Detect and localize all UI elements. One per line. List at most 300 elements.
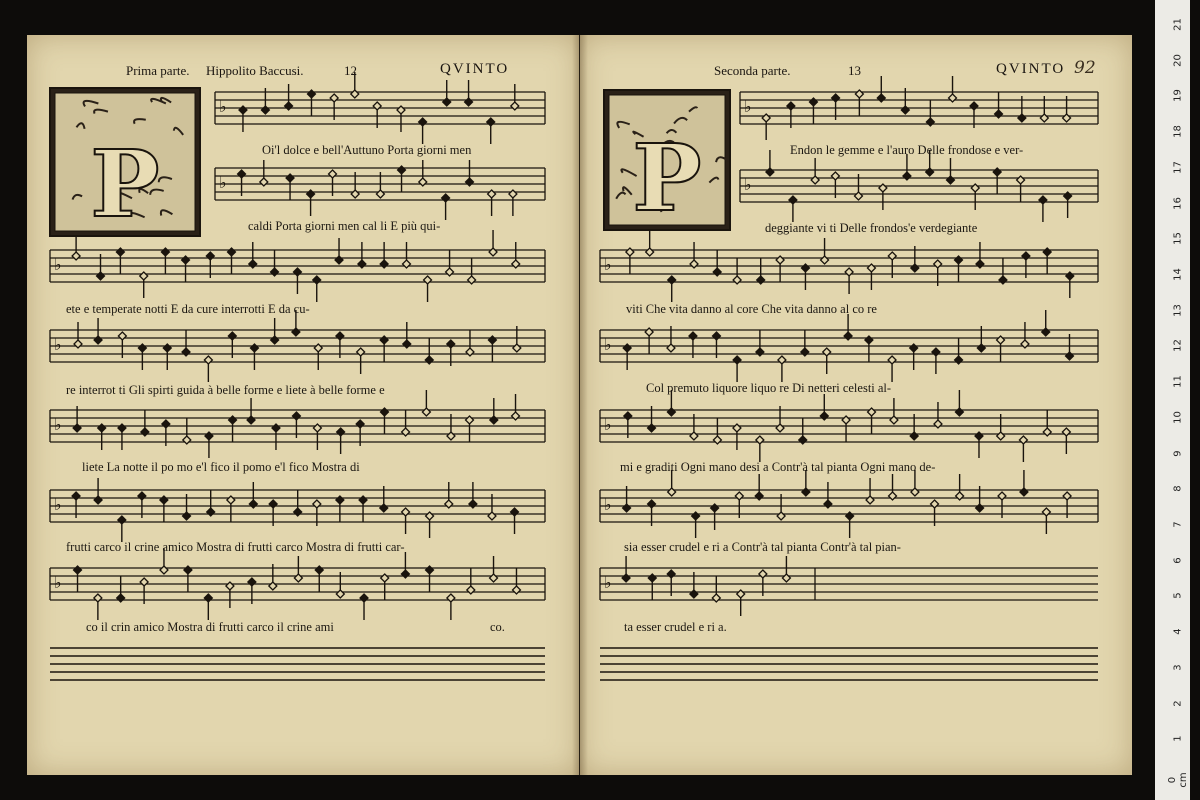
- note-head: [646, 248, 654, 256]
- note-head: [1043, 428, 1051, 436]
- ruler-label: 14: [1172, 268, 1184, 281]
- note-head: [956, 492, 964, 500]
- right-page-number: 13: [848, 63, 861, 78]
- note-head: [648, 500, 656, 508]
- note-head: [138, 492, 146, 500]
- note-head: [469, 500, 477, 508]
- ruler-label: 6: [1172, 557, 1184, 564]
- note-head: [402, 508, 410, 516]
- ruler-label: 1: [1172, 735, 1184, 742]
- note-head: [118, 424, 126, 432]
- note-head: [824, 500, 832, 508]
- note-head: [206, 252, 214, 260]
- note-head: [442, 194, 450, 202]
- note-head: [712, 332, 720, 340]
- note-head: [995, 110, 1003, 118]
- music-staff-r5: [600, 390, 1098, 462]
- note-head: [645, 328, 653, 336]
- music-staff-l1: [215, 72, 545, 144]
- right-initial-letter: P: [632, 124, 702, 232]
- note-head: [398, 166, 406, 174]
- note-head: [1039, 196, 1047, 204]
- note-head: [667, 570, 675, 578]
- note-head: [890, 416, 898, 424]
- note-head: [971, 184, 979, 192]
- music-staff-r4: [600, 310, 1098, 382]
- left-section-label: Prima parte.: [126, 63, 190, 78]
- note-head: [778, 356, 786, 364]
- note-head: [1066, 272, 1074, 280]
- note-head: [74, 566, 82, 574]
- flat-key-signature: ♭: [744, 97, 752, 116]
- note-head: [1062, 428, 1070, 436]
- note-head: [359, 496, 367, 504]
- note-head: [315, 566, 323, 574]
- note-head: [934, 260, 942, 268]
- note-head: [623, 504, 631, 512]
- note-head: [1042, 328, 1050, 336]
- note-head: [512, 586, 520, 594]
- note-head: [138, 344, 146, 352]
- note-head: [868, 408, 876, 416]
- note-head: [141, 428, 149, 436]
- note-head: [292, 328, 300, 336]
- note-head: [854, 192, 862, 200]
- note-head: [667, 408, 675, 416]
- note-head: [424, 276, 432, 284]
- ruler-label: 0 cm: [1167, 772, 1189, 788]
- note-head: [228, 332, 236, 340]
- note-head: [335, 256, 343, 264]
- right-lyric-line-2: deggiante vi ti Delle frondos'e verdegiante: [765, 221, 978, 235]
- note-head: [307, 190, 315, 198]
- note-head: [184, 566, 192, 574]
- note-head: [977, 344, 985, 352]
- note-head: [668, 488, 676, 496]
- note-head: [690, 432, 698, 440]
- note-head: [831, 172, 839, 180]
- note-head: [809, 98, 817, 106]
- ruler-label: 4: [1172, 628, 1184, 635]
- flat-key-signature: ♭: [219, 97, 227, 116]
- note-head: [624, 412, 632, 420]
- note-head: [422, 408, 430, 416]
- note-head: [96, 272, 104, 280]
- flat-key-signature: ♭: [604, 495, 612, 514]
- note-head: [955, 356, 963, 364]
- note-head: [648, 424, 656, 432]
- note-head: [336, 496, 344, 504]
- music-staff-r3: [600, 230, 1098, 302]
- note-head: [117, 594, 125, 602]
- note-head: [759, 570, 767, 578]
- left-initial-letter: P: [90, 130, 160, 238]
- ruler-label: 13: [1172, 303, 1184, 317]
- flat-key-signature: ♭: [54, 495, 62, 514]
- note-head: [269, 582, 277, 590]
- left-lyric-final: co.: [490, 620, 505, 634]
- note-head: [955, 408, 963, 416]
- right-lyric-line-4: Col premuto liquore liquo re Di netteri celesti al-: [646, 381, 892, 395]
- note-head: [1022, 252, 1030, 260]
- flat-key-signature: ♭: [744, 175, 752, 194]
- music-staff-l6: [50, 478, 545, 542]
- left-part-name: QVINTO: [440, 61, 510, 77]
- note-head: [250, 344, 258, 352]
- note-head: [140, 272, 148, 280]
- note-head: [226, 582, 234, 590]
- ruler-label: 15: [1172, 232, 1184, 246]
- ruler-label: 2: [1172, 699, 1184, 707]
- note-head: [733, 356, 741, 364]
- note-head: [466, 416, 474, 424]
- note-head: [690, 260, 698, 268]
- note-head: [931, 500, 939, 508]
- note-head: [713, 436, 721, 444]
- note-head: [993, 168, 1001, 176]
- note-head: [1063, 114, 1071, 122]
- note-head: [910, 344, 918, 352]
- note-head: [490, 574, 498, 582]
- note-head: [975, 432, 983, 440]
- note-head: [623, 344, 631, 352]
- note-head: [733, 276, 741, 284]
- note-head: [351, 190, 359, 198]
- note-head: [94, 496, 102, 504]
- note-head: [976, 260, 984, 268]
- note-head: [118, 332, 126, 340]
- ruler-label: 9: [1172, 449, 1184, 457]
- note-head: [823, 348, 831, 356]
- note-head: [1065, 352, 1073, 360]
- note-head: [98, 424, 106, 432]
- note-head: [1018, 114, 1026, 122]
- note-head: [204, 594, 212, 602]
- note-head: [711, 504, 719, 512]
- note-head: [1040, 114, 1048, 122]
- note-head: [182, 348, 190, 356]
- note-head: [756, 348, 764, 356]
- note-head: [801, 264, 809, 272]
- note-head: [294, 508, 302, 516]
- note-head: [403, 260, 411, 268]
- note-head: [911, 264, 919, 272]
- note-head: [877, 94, 885, 102]
- right-lyric-line-1: Endon le gemme e l'auro Delle frondose e ver-: [790, 143, 1024, 157]
- note-head: [820, 412, 828, 420]
- note-head: [419, 178, 427, 186]
- note-head: [811, 176, 819, 184]
- note-head: [447, 432, 455, 440]
- note-head: [72, 252, 80, 260]
- note-head: [777, 512, 785, 520]
- note-head: [511, 508, 519, 516]
- note-head: [976, 504, 984, 512]
- ruler-label: 21: [1172, 18, 1184, 31]
- note-head: [866, 496, 874, 504]
- note-head: [74, 340, 82, 348]
- note-head: [512, 412, 520, 420]
- flat-key-signature: ♭: [219, 173, 227, 192]
- note-head: [380, 260, 388, 268]
- note-head: [358, 260, 366, 268]
- ruler-label: 20: [1172, 53, 1184, 67]
- note-head: [488, 512, 496, 520]
- note-head: [997, 432, 1005, 440]
- note-head: [207, 508, 215, 516]
- note-head: [926, 168, 934, 176]
- note-head: [489, 248, 497, 256]
- note-head: [997, 336, 1005, 344]
- left-lyric-line-4: re interrot ti Gli spirti guida à belle forme e liete à belle forme e: [66, 383, 385, 397]
- note-head: [446, 268, 454, 276]
- music-staff-r6: [600, 470, 1098, 538]
- note-head: [161, 248, 169, 256]
- flat-key-signature: ♭: [54, 335, 62, 354]
- note-head: [689, 332, 697, 340]
- note-head: [140, 578, 148, 586]
- note-head: [832, 94, 840, 102]
- left-lyric-line-2: caldi Porta giorni men cal li E più qui-: [248, 219, 441, 233]
- note-head: [426, 566, 434, 574]
- ruler-label: 10: [1172, 410, 1184, 424]
- note-head: [402, 428, 410, 436]
- note-head: [626, 248, 634, 256]
- note-head: [162, 420, 170, 428]
- note-head: [889, 492, 897, 500]
- note-head: [465, 178, 473, 186]
- note-head: [294, 574, 302, 582]
- note-head: [163, 344, 171, 352]
- note-head: [330, 94, 338, 102]
- note-head: [336, 332, 344, 340]
- note-head: [622, 574, 630, 582]
- note-head: [926, 118, 934, 126]
- note-head: [271, 336, 279, 344]
- note-head: [72, 492, 80, 500]
- note-head: [286, 174, 294, 182]
- note-head: [842, 416, 850, 424]
- note-head: [239, 106, 247, 114]
- note-head: [373, 102, 381, 110]
- ruler-label: 3: [1172, 664, 1184, 671]
- note-head: [329, 170, 337, 178]
- note-head: [271, 268, 279, 276]
- note-head: [249, 500, 257, 508]
- music-staff-l3: [50, 230, 545, 302]
- left-composer-label: Hippolito Baccusi.: [206, 63, 304, 78]
- note-head: [447, 340, 455, 348]
- note-head: [762, 114, 770, 122]
- note-head: [509, 190, 517, 198]
- note-head: [466, 348, 474, 356]
- note-head: [229, 416, 237, 424]
- note-head: [946, 176, 954, 184]
- left-lyric-line-3: ete e temperate notti E da cure interrotti E da cu-: [66, 302, 310, 316]
- note-head: [1021, 340, 1029, 348]
- note-head: [73, 424, 81, 432]
- note-head: [292, 412, 300, 420]
- note-head: [380, 504, 388, 512]
- note-head: [690, 590, 698, 598]
- note-head: [381, 574, 389, 582]
- note-head: [116, 248, 124, 256]
- note-head: [789, 196, 797, 204]
- note-head: [879, 184, 887, 192]
- note-head: [465, 98, 473, 106]
- note-head: [888, 356, 896, 364]
- note-head: [183, 436, 191, 444]
- note-head: [934, 420, 942, 428]
- measurement-ruler: [1155, 0, 1190, 800]
- note-head: [94, 336, 102, 344]
- note-head: [799, 436, 807, 444]
- note-head: [94, 594, 102, 602]
- note-head: [204, 356, 212, 364]
- right-lyric-line-5: mi e graditi Ogni mano desi a Contr'à tal pianta Ogni mano de-: [620, 460, 936, 474]
- note-head: [183, 512, 191, 520]
- note-head: [903, 172, 911, 180]
- note-head: [380, 408, 388, 416]
- note-head: [787, 102, 795, 110]
- note-head: [227, 496, 235, 504]
- note-head: [248, 578, 256, 586]
- note-head: [447, 594, 455, 602]
- note-head: [888, 252, 896, 260]
- note-head: [1019, 436, 1027, 444]
- note-head: [766, 168, 774, 176]
- ruler-label: 11: [1172, 375, 1184, 389]
- note-head: [426, 512, 434, 520]
- note-head: [360, 594, 368, 602]
- note-head: [313, 500, 321, 508]
- note-head: [668, 276, 676, 284]
- note-head: [380, 336, 388, 344]
- note-head: [776, 424, 784, 432]
- note-head: [260, 178, 268, 186]
- note-head: [846, 512, 854, 520]
- note-head: [468, 276, 476, 284]
- note-head: [1063, 492, 1071, 500]
- note-head: [776, 256, 784, 264]
- note-head: [855, 90, 863, 98]
- note-head: [313, 276, 321, 284]
- note-head: [932, 348, 940, 356]
- note-head: [844, 332, 852, 340]
- note-head: [445, 500, 453, 508]
- right-part-name: QVINTO: [996, 61, 1066, 77]
- right-lyric-line-3: viti Che vita danno al core Che vita danno al co re: [626, 302, 877, 316]
- note-head: [443, 98, 451, 106]
- note-head: [801, 348, 809, 356]
- note-head: [336, 590, 344, 598]
- right-lyric-line-6: sia esser crudel e ri a Contr'à tal pianta Contr'à tal pian-: [624, 540, 901, 554]
- note-head: [733, 424, 741, 432]
- ruler-label: 17: [1172, 160, 1184, 174]
- note-head: [867, 264, 875, 272]
- note-head: [949, 94, 957, 102]
- ruler-label: 16: [1172, 196, 1184, 210]
- note-head: [755, 492, 763, 500]
- note-head: [293, 268, 301, 276]
- note-head: [970, 102, 978, 110]
- flat-key-signature: ♭: [604, 573, 612, 592]
- flat-key-signature: ♭: [54, 255, 62, 274]
- note-head: [160, 496, 168, 504]
- note-head: [249, 260, 257, 268]
- music-staff-l7: [50, 548, 545, 620]
- note-head: [1064, 192, 1072, 200]
- note-head: [269, 500, 277, 508]
- left-lyric-line-5: liete La notte il po mo e'l fico il pomo e'l fico Mostra di: [82, 460, 360, 474]
- note-head: [425, 356, 433, 364]
- note-head: [667, 344, 675, 352]
- note-head: [488, 190, 496, 198]
- note-head: [118, 516, 126, 524]
- music-staff-r1: [740, 76, 1098, 140]
- note-head: [821, 256, 829, 264]
- note-head: [419, 118, 427, 126]
- note-head: [314, 344, 322, 352]
- note-head: [487, 118, 495, 126]
- music-staff-l5: [50, 390, 545, 458]
- note-head: [735, 492, 743, 500]
- note-head: [356, 420, 364, 428]
- note-head: [467, 586, 475, 594]
- note-head: [757, 276, 765, 284]
- note-head: [376, 190, 384, 198]
- note-head: [227, 248, 235, 256]
- note-head: [865, 336, 873, 344]
- note-head: [1017, 176, 1025, 184]
- note-head: [337, 428, 345, 436]
- note-head: [802, 488, 810, 496]
- note-head: [351, 90, 359, 98]
- right-section-label: Seconda parte.: [714, 63, 791, 78]
- note-head: [910, 432, 918, 440]
- note-head: [911, 488, 919, 496]
- note-head: [182, 256, 190, 264]
- note-head: [954, 256, 962, 264]
- note-head: [901, 106, 909, 114]
- music-staff-l2: [215, 160, 545, 220]
- note-head: [205, 432, 213, 440]
- ruler-label: 8: [1172, 485, 1184, 492]
- handwritten-folio-number: 92: [1074, 58, 1096, 78]
- note-head: [845, 268, 853, 276]
- ruler-label: 7: [1172, 521, 1184, 528]
- ruler-label: 18: [1172, 125, 1184, 139]
- note-head: [511, 102, 519, 110]
- left-lyric-line-7: co il crin amico Mostra di frutti carco il crine ami: [86, 620, 334, 634]
- left-lyric-line-6: frutti carco il crine amico Mostra di frutti carco Mostra di frutti car-: [66, 540, 405, 554]
- note-head: [648, 574, 656, 582]
- note-head: [247, 416, 255, 424]
- music-staff-r7: [600, 556, 815, 616]
- note-head: [1042, 508, 1050, 516]
- note-head: [490, 416, 498, 424]
- note-head: [403, 340, 411, 348]
- note-head: [692, 512, 700, 520]
- note-head: [307, 90, 315, 98]
- note-head: [313, 424, 321, 432]
- note-head: [782, 574, 790, 582]
- note-head: [998, 492, 1006, 500]
- note-head: [713, 268, 721, 276]
- note-head: [737, 590, 745, 598]
- note-head: [712, 594, 720, 602]
- flat-key-signature: ♭: [604, 255, 612, 274]
